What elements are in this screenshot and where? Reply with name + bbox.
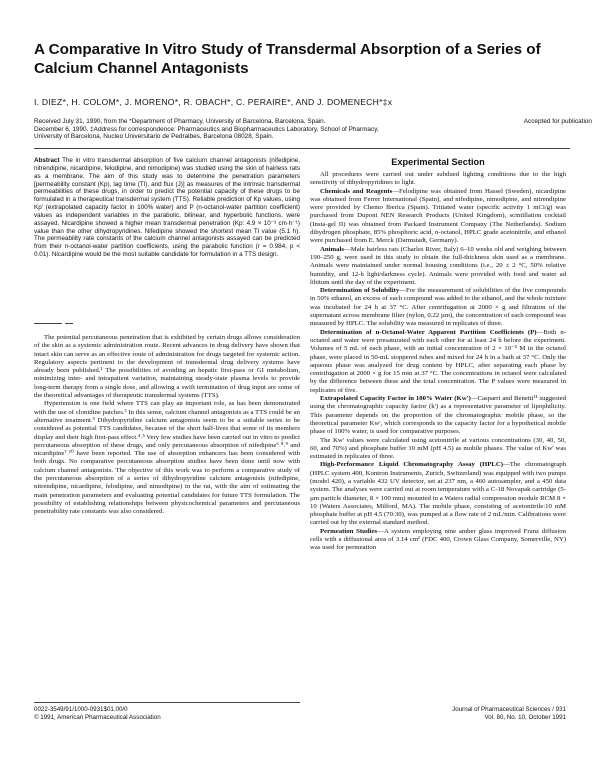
- body-paragraph: [310, 395, 566, 436]
- paragraph-text: —A system employing nine amber glass improved Franz diffusion cells with a diffusional area of 3.14 cm² (FDC 400, Crown Glass Company, Somerville, NY) was used for permeation: [310, 527, 566, 552]
- article-title: A Comparative In Vitro Study of Transdermal Absorption of a Series of Calcium Channel Antagonists: [34, 41, 541, 77]
- received-line: Received July 31, 1990, from the *Department of Pharmacy, University of Barcelona, Barcelona, Spain.: [34, 118, 326, 125]
- body-paragraph: [310, 437, 566, 462]
- paragraph-runin-head: Determination of Solubility: [320, 287, 400, 295]
- paragraph-runin-head: Chemicals and Reagents: [320, 187, 393, 195]
- right-body-column: [310, 171, 566, 553]
- abstract-end-rule-short: [65, 323, 73, 324]
- paragraph-text: —The chromatograph (HPLC system 400, Kontron Instruments, Zurich, Switzerland) was equipped with two pumps (model 420), a variable 432 UV detector, set at 237 nm, a 460 autosampler, and a 450 data system. The analyses were carried out at room temperature with a C-18 Novapak cartridge (5-µm particle diameter, 8 × 100 mm) mounted in a Waters radial compression module RCM 8 × 10 (Waters Associates, Milford, MA). The mobile phase, consisting of acetonitrile:10 mM phosphate buffer at pH 4.5 (70:30), was pumped at a flow rate of 2 mL/min. Calibrations were carried out by the external standard method.: [310, 461, 567, 527]
- footer-right: [452, 706, 566, 721]
- paragraph-text: The Kw' values were calculated using acetonitrile at various concentrations (30, 40, 50, 60, and 70%) and phosphate buffer 10 mM (pH 4.5) as mobile phases. The value of Kw' was estimated in replicates of three.: [310, 436, 566, 461]
- dates-correspondence: December 6, 1990. ‡Address for correspondence: Pharmaceutics and Biopharmaceutics Laboratory, School of Pharmacy,: [34, 125, 379, 133]
- body-paragraph: [310, 287, 566, 328]
- journal-line: Journal of Pharmaceutical Sciences / 931: [452, 706, 566, 713]
- abstract-end-rule: [34, 323, 62, 324]
- author-list: I. DIEZ*, H. COLOM*, J. MORENO*, R. OBACH*, C. PERAIRE*, AND J. DOMENECH*‡x: [34, 97, 393, 107]
- paragraph-runin-head: Permeation Studies: [320, 527, 378, 535]
- paragraph-runin-head: Determination of n-Octanol-Water Apparent Partition Coefficients (P): [320, 328, 537, 336]
- body-paragraph: [310, 329, 566, 395]
- issn-line: 0022-3549/91/1000-0931$01.00/0: [34, 706, 128, 713]
- copyright-line: © 1991, American Pharmaceutical Association: [34, 713, 161, 721]
- paragraph-text: —Both n-octanol and water were presaturated with each other for at least 24 h before the experiment. Volumes of 5 mL of each phase, with an initial concentration of 2 × 10⁻⁵ M in the octanol phase, were placed in 50-mL stoppered tubes and mixed for 24 h in a bath at 37 °C. Only the aqueous phase was analyzed for drug content by HPLC, after separating each phase by centrifugation at 2000 × g for 15 min at 37 °C. The concentrations in octanol were calculated by the difference between these and the total concentration. The P values were measured in replicates of five.: [310, 328, 566, 394]
- body-paragraph: [310, 171, 566, 188]
- affiliation-line: University of Barcelona, Nucleo Universitario de Pedralbes, Barcelona 08028, Spain.: [34, 133, 274, 141]
- section-heading: Experimental Section: [391, 157, 485, 167]
- footer-left: [34, 706, 161, 721]
- paragraph-text: —For the measurement of solubilities of the five compounds in 50% ethanol, an excess of each compound was added to the ethanol, and the whole mixture was incubated for 24 h at 37 °C. After centrifugation at 2000 × g and filtration of the supernatant across membrane filter (nylon, 0.22 µm), the concentration of each compound was measured by HPLC. The solubility was measured in replicates of three.: [310, 287, 566, 328]
- body-paragraph: [310, 461, 566, 527]
- paragraph-text: All procedures were carried out under subdued lighting conditions due to the high sensitivity of dihydropyridines to light.: [310, 171, 566, 187]
- paragraph-runin-head: Animals: [320, 245, 345, 253]
- received-note: [34, 118, 592, 141]
- left-body-column: [34, 334, 300, 517]
- body-paragraph: [310, 188, 566, 246]
- accepted-label: Accepted for publication: [523, 118, 592, 125]
- paragraph-runin-head: High-Performance Liquid Chromatography Assay (HPLC): [320, 461, 503, 469]
- body-paragraph: [310, 528, 566, 553]
- paragraph-runin-head: Extrapolated Capacity Factor in 100% Water (Kw'): [320, 395, 471, 403]
- volume-line: Vol. 80, No. 10, October 1991: [484, 713, 566, 721]
- abstract-text: The in vitro transdermal absorption of five calcium channel antagonists (nifedipine, nitrendipine, nicardipine, felodipine, and nimodipine) was studied using the skin of hairless rats as a membrane. The aim of this study was to determine the penetration parameters [permeability constant (Kp), lag time (Tl), and flux (J)] as measures of the intrinsic transdermal permeabilities of these drugs, in order to predict the potential capacity of these drugs to be formulated in a therapeutical transdermal system (TTS). Reliable prediction of Kp values, using Kp' (extrapolated capacity factor in 100% water) and P (n-octanol-water partition coefficient) values as independent variables in the parabolic, bilinear, and hyperbolic functions, were assayed. Nicardipine showed a higher mean transdermal penetration (Kp: 4.9 × 10⁻³ cm·h⁻¹) value than the other dihydropyridines. Nifedipine showed the shortest mean Tl value (5.1 h). The permeability rate constants of the calcium channel antagonists assayed can be predicted from their n-octanol-water partition coefficients, using the parabolic function (r = 0.984, p < 0.01). Nicardipine would be the most suitable candidate for formulation in a TTS design.: [34, 157, 300, 259]
- abstract-label: Abstract: [34, 157, 60, 164]
- body-paragraph: [310, 246, 566, 287]
- paragraph-text: —Male hairless rats (Charles River, Italy) 6–10 weeks old and weighing between 190–250 g, were used in this study to obtain the full-thickness skin used as a membrane. Animals were maintained under normal housing conditions (i.e., 20 ± 2 °C, 50% relative humidity, and 12-h light/darkness cycle). Animals were provided with food and water ad libitum until the day of the experiment.: [310, 245, 566, 286]
- intro-paragraph-1: The potential percutaneous penetration that is exhibited by certain drugs allows consideration of the skin as a systemic administration route. Recent advances in drug delivery have shown that intact skin can serve as an effective route of administration for drugs targeted for systemic action. Regulatory aspects pertinent to the development of transdermal drug delivery systems have already been published.¹ The possibilities of avoiding an hepatic first-pass or GI metabolism, minimizing inter- and intrapatient variation, maintaining steady-state plasma levels to provide long-term therapy from a single dose, and allowing a swift termination of drug input are some of the theoretical advantages of therapeutic transdermal systems (TTS).: [34, 334, 300, 400]
- paragraph-text: —Casparri and Benetti¹¹ suggested using the chromatographic capacity factor (k') as a representative parameter of lipophilicity. This parameter depends on the proportion of the chromatographic mobile phase, so the theoretical parameter Kw', which corresponds to the capacity factor for a hypothetical mobile phase of 100% water, is used for comparative purposes.: [310, 395, 566, 436]
- footer-rule-left: [34, 702, 300, 703]
- abstract-block: [34, 157, 300, 259]
- intro-paragraph-2: Hypertension is one field where TTS can play an important role, as has been demonstrated with the use of clonidine patches.² In this sense, calcium channel antagonists as a TTS could be an alternative treatment.³ Dihydropyridine calcium antagonists seem to be a suitable series to be considered as potential TTS candidates, because of the short half-lives that some of its members display and their high first-pass effect.⁴˒⁵ Very few studies have been carried out in vitro to predict percutaneous absorption of these drugs, and only percutaneous absorption of nifedipine⁶˒⁸˒⁹ and nicardipine⁷˒¹⁰ have been reported. The use of absorption enhancers has been considered with both drugs. No comparative percutaneous absorption studies have been done until now with calcium channel antagonists. The objective of this work was to perform a comparative study of the percutaneous absorption of a series of dihydropyridine calcium antagonists (nifedipine, nitrendipine, nicardipine, felodipine, and nimodipine) in the rat, with the aim of estimating the main penetration parameters and evaluating potential candidates for future TTS formulation. The possibility of establishing relationships between physicochemical parameters and percutaneous penetrability rate constants was also considered.: [34, 400, 300, 516]
- paragraph-text: —Felodipine was obtained from Hassel (Sweden), nicardipine was obtained from Ferrer International (Spain), and nifedipine, nimodipine, and nitrendipine were provided by Chemo Iberica (Spain). Tritiated water (specific activity 1 mCi/g) was purchased from Dupont NEN Research Products (United Kingdom), scintillation cocktail (Insta-gel II) was obtained from Packard Instrument Company (The Netherlands). Sodium dihydrogen phosphate, 85% phosphoric acid, n-octanol, HPLC grade acetonitrile, and ethanol were purchased from E. Merck (Darmstadt, Germany).: [310, 187, 566, 245]
- header-rule: [34, 148, 570, 149]
